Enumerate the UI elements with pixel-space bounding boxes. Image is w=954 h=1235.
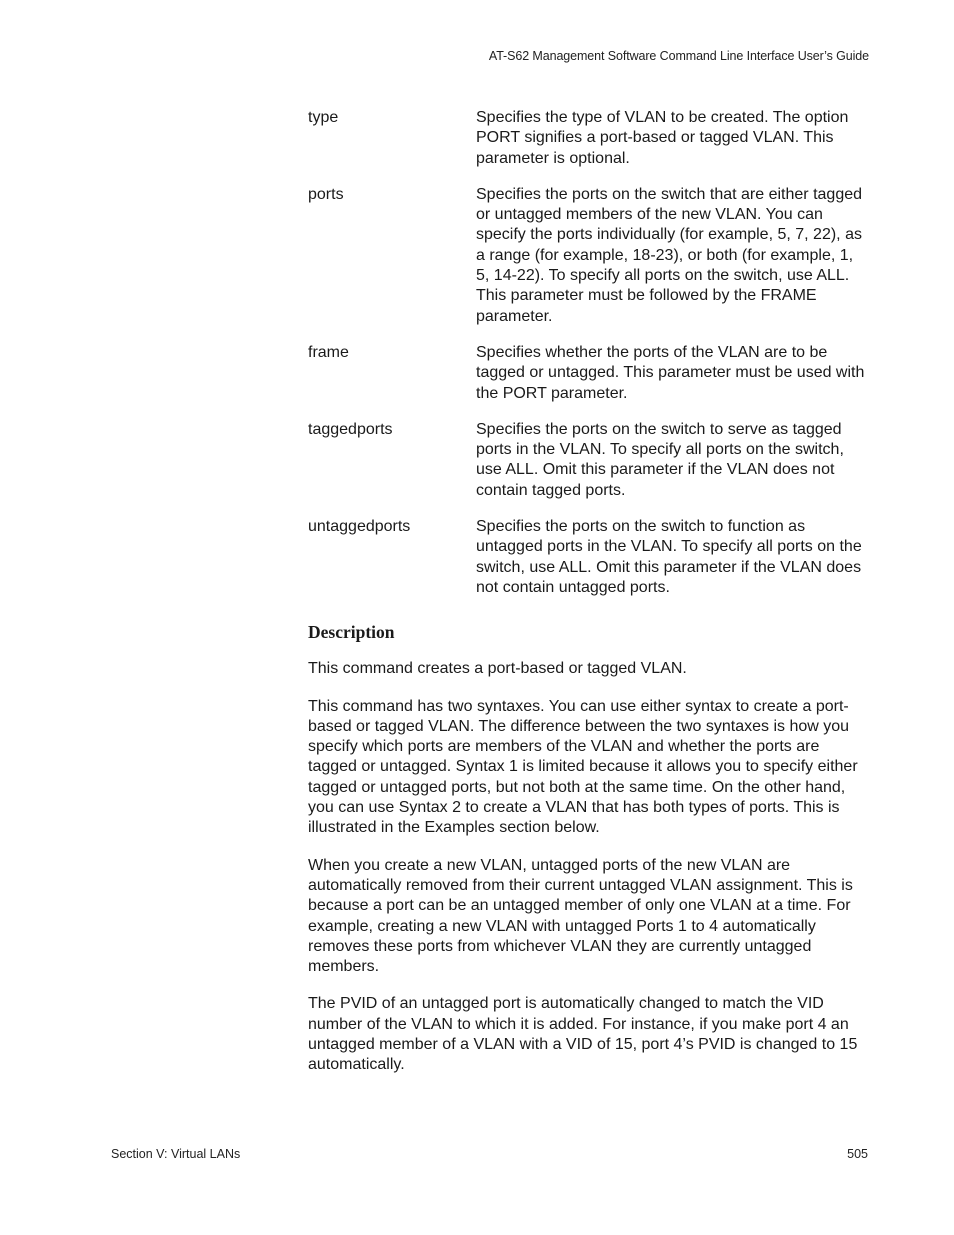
parameter-description: Specifies whether the ports of the VLAN are to be tagged or untagged. This parameter must be used with the PORT parameter.	[476, 343, 865, 402]
parameter-description: Specifies the ports on the switch to serve as tagged ports in the VLAN. To specify all ports on the switch, use ALL. Omit this parameter if the VLAN does not contain tagged ports.	[476, 420, 844, 499]
parameter-name: ports	[308, 185, 344, 203]
body-paragraph: The PVID of an untagged port is automatically changed to match the VID number of the VLAN to which it is added. For instance, if you make port 4 an untagged member of a VLAN with a VID of 15, port 4’s PVID is changed to 15 automatically.	[308, 995, 858, 1074]
footer-section-label: Section V: Virtual LANs	[111, 1147, 241, 1161]
parameter-description: Specifies the ports on the switch that are either tagged or untagged members of the new VLAN. You can specify the ports individually (for example, 5, 7, 22), as a range (for example, 18-23), or both (for example, 1, 5, 14-22). To specify all ports on the switch, use ALL. This parameter must be followed by the FRAME parameter.	[476, 185, 863, 325]
page-content	[308, 108, 870, 1093]
body-paragraph: This command creates a port-based or tagged VLAN.	[308, 660, 687, 678]
running-header: AT-S62 Management Software Command Line Interface User’s Guide	[488, 49, 869, 63]
parameter-description: Specifies the ports on the switch to function as untagged ports in the VLAN. To specify all ports on the switch, use ALL. Omit this parameter if the VLAN does not contain untagged ports.	[476, 518, 862, 596]
section-heading: Description	[308, 622, 395, 643]
body-paragraph: When you create a new VLAN, untagged ports of the new VLAN are automatically removed from their current untagged VLAN assignment. This is because a port can be an untagged member of only one VLAN at a time. For example, creating a new VLAN with untagged Ports 1 to 4 automatically removes these ports from whichever VLAN they are currently untagged members.	[308, 856, 853, 976]
parameter-row-taggedports	[308, 420, 870, 501]
parameter-row-ports	[308, 185, 870, 327]
parameter-row-type	[308, 108, 870, 169]
parameter-description: Specifies the type of VLAN to be created. The option PORT signifies a port-based or tagged VLAN. This parameter is optional.	[476, 109, 849, 167]
body-paragraph: This command has two syntaxes. You can use either syntax to create a port-based or tagged VLAN. The difference between the two syntaxes is how you specify which ports are members of the VLAN and whether the ports are tagged or untagged. Syntax 1 is limited because it allows you to specify either tagged or untagged ports, but not both at the same time. On the other hand, you can use Syntax 2 to create a VLAN that has both types of ports. This is illustrated in the Examples section below.	[308, 697, 858, 837]
parameter-row-frame	[308, 343, 870, 404]
parameter-name: taggedports	[308, 420, 393, 438]
parameter-name: type	[308, 109, 339, 126]
footer-page-number: 505	[847, 1147, 868, 1161]
parameter-name: frame	[308, 343, 349, 361]
parameter-name: untaggedports	[308, 518, 411, 536]
parameter-row-untaggedports	[308, 517, 870, 598]
